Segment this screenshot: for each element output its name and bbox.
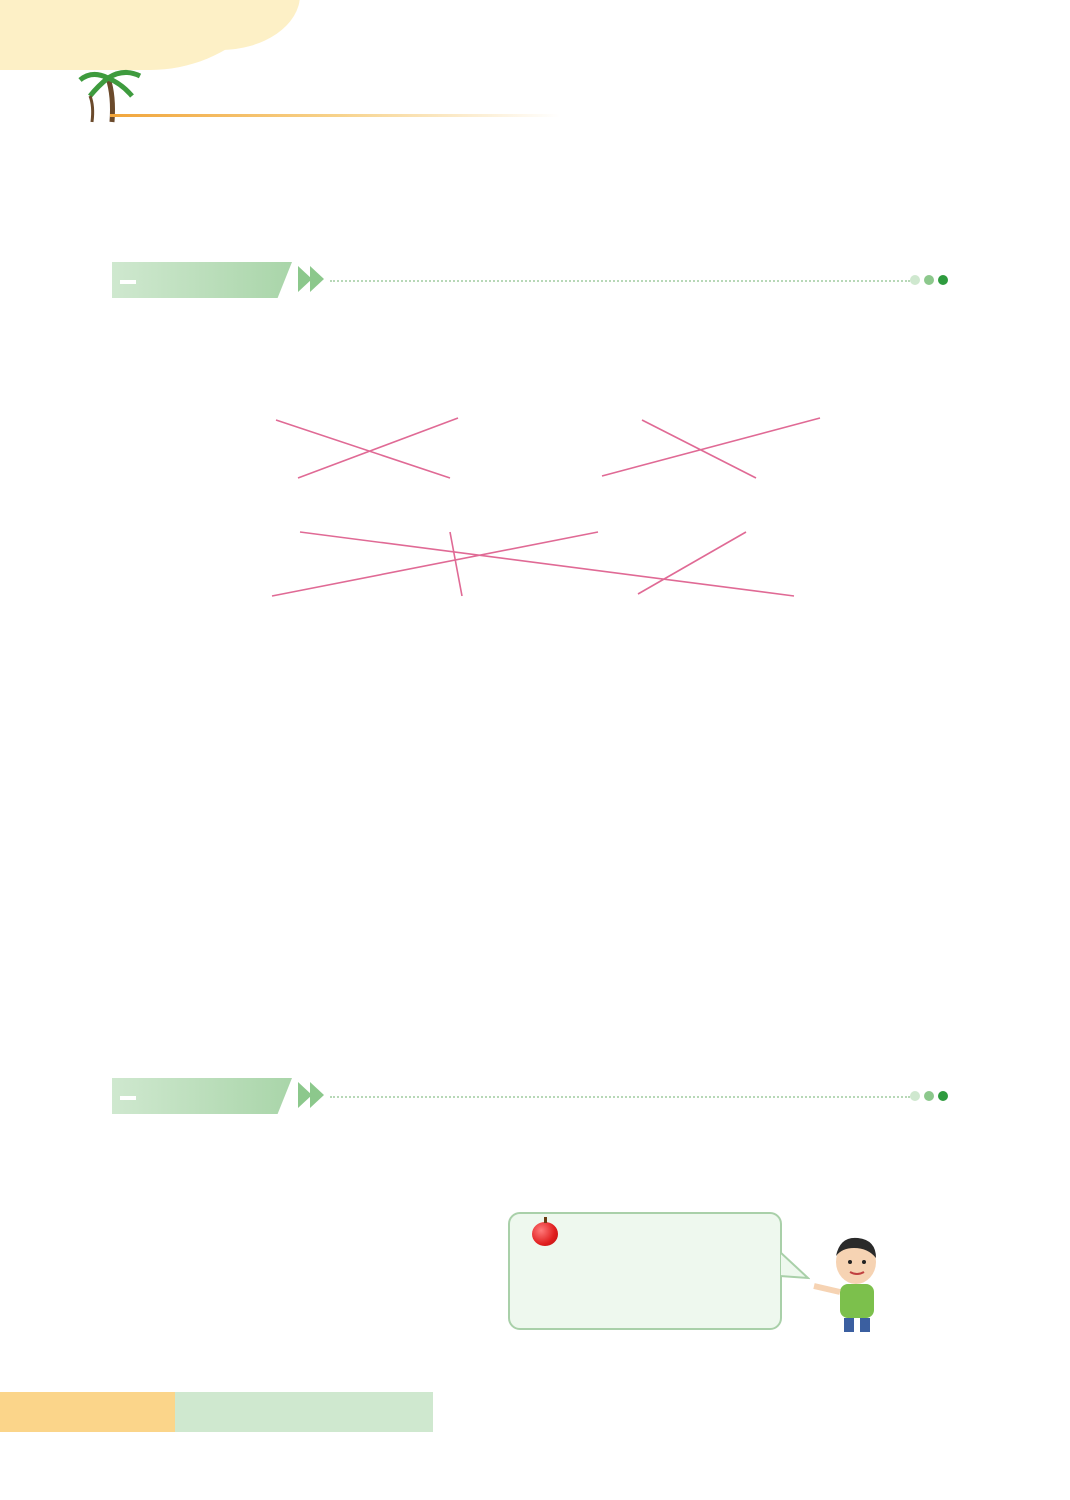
match-line [298,418,458,478]
bubble-tail [780,1250,810,1284]
footer-band-left [0,1392,175,1432]
dot-icon [910,1091,920,1101]
match-line [642,420,756,478]
boy-character-icon [810,1234,882,1334]
section-dotted-line [330,1096,910,1098]
footer-band-right [175,1392,433,1432]
match-line [276,420,450,478]
dot-icon [924,1091,934,1101]
section-key-improve [122,1076,134,1104]
apple-icon [532,1222,558,1246]
match-line [450,532,462,596]
q4-question [116,1152,130,1182]
double-arrow-icon [296,1080,330,1110]
q2-question [116,664,182,704]
q3-question [116,872,130,902]
match-line [638,532,746,594]
hint-bubble [508,1212,782,1330]
flower-circle-icon [136,664,176,704]
bubble-line-1 [528,1218,780,1254]
match-line [602,418,820,476]
dot-icon [938,1091,948,1101]
section-bar-improve [112,1078,292,1114]
